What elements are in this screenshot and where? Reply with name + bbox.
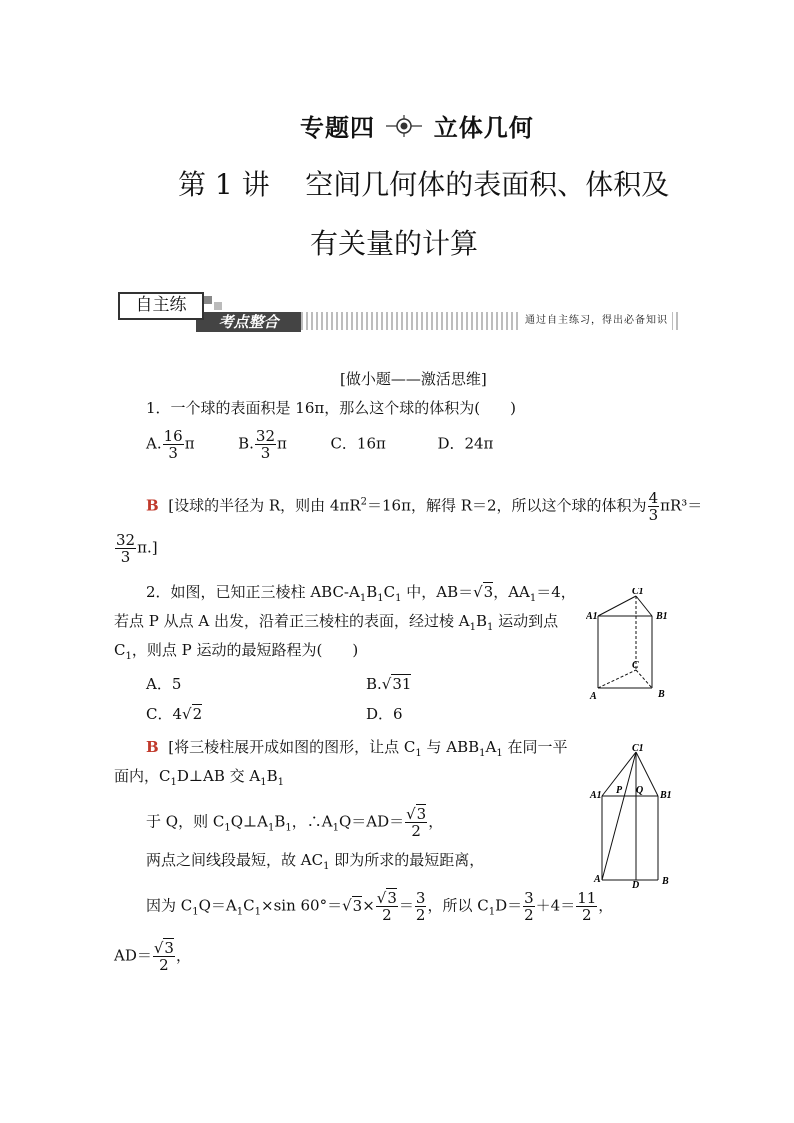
frac-num: √3: [376, 889, 397, 907]
frac-num: 3: [524, 889, 534, 907]
q2-sol-text: D＝: [495, 896, 523, 915]
q1-option-b-label: B.: [238, 434, 254, 453]
q1-solution-sup: 2: [360, 496, 367, 508]
q2-option-c-label: C．4: [146, 705, 183, 723]
banner-decor-square: [214, 302, 222, 310]
q2-text: B: [366, 583, 378, 601]
q2-sub: 1: [479, 748, 486, 759]
fig1-label: B1: [656, 611, 668, 622]
q1-answer: B: [146, 496, 159, 515]
q1-option-a-tail: π: [184, 434, 195, 453]
q2-sol-text: D⊥AB 交 A: [176, 767, 261, 785]
q2-sub: 1: [332, 822, 339, 834]
section-banner: [118, 292, 678, 334]
frac-den: 2: [415, 906, 426, 924]
q2-sol-text: [将三棱柱展开成如图的图形，让点 C: [168, 738, 416, 756]
q2-sol-text: B: [274, 812, 286, 831]
q1-solution-fraction2: [115, 532, 136, 565]
q2-sol-text: ，所以 C: [427, 896, 489, 915]
fig2-label: A: [594, 874, 601, 885]
topic-title: [300, 108, 534, 144]
three-halves: [523, 890, 535, 923]
q1-solution-fraction: [648, 490, 660, 523]
banner-dark-label: 考点整合: [196, 312, 301, 332]
q2-sol-text: 即为所求的最短距离，: [329, 851, 485, 869]
section-heading: [做小题——激活思维]: [340, 370, 487, 388]
q2-sub: 1: [170, 777, 177, 788]
q2-sub: 1: [323, 861, 330, 872]
q2-option-c-sqrt: 2: [192, 705, 203, 723]
sqrt-value: 3: [352, 896, 363, 915]
fig2-label: Q: [636, 785, 644, 796]
q2-sub: 1: [415, 748, 422, 759]
q2-sol-text: 面内，C: [114, 767, 171, 785]
banner-note: 通过自主练习，得出必备知识: [521, 312, 672, 330]
q1-solution-part3: πR³＝: [660, 496, 703, 515]
q1-solution2-tail: π.]: [137, 538, 158, 557]
q2-solution-line4: [146, 850, 484, 877]
q2-sub: 1: [125, 651, 132, 662]
q2-sol-text: ，: [428, 812, 444, 831]
q2-text: ，AA: [493, 583, 530, 601]
fig2-label: A1: [590, 790, 602, 801]
q1-solution2-num: 32: [116, 531, 136, 549]
q2-sub: 1: [359, 593, 367, 604]
sqrt-value: 3: [416, 805, 427, 823]
q2-sub: 1: [395, 593, 402, 604]
q2-text: ＝4，: [536, 583, 576, 601]
q2-stem-line2: [114, 611, 558, 638]
sqrt3-over-2: [376, 890, 398, 923]
q2-sol-text: 于 Q，则 C: [146, 812, 225, 831]
lecture-title: [178, 163, 669, 203]
q1-stem: 1．一个球的表面积是 16π，那么这个球的体积为( ): [146, 399, 516, 417]
q1-solution2-den: 3: [120, 548, 131, 566]
lecture-number: 第 1 讲: [178, 168, 270, 201]
q1-solution-line2: [114, 532, 158, 565]
q1-solution-frac-num: 4: [648, 489, 659, 507]
q2-solution-line1: [146, 737, 568, 764]
q2-option-c: C．4√2: [146, 705, 203, 723]
q1-option-a-num: 16: [163, 427, 183, 445]
q2-sol-text: 两点之间线段最短，故 AC: [146, 851, 324, 869]
q2-sub: 1: [488, 906, 496, 918]
q1-option-a-fraction: [163, 428, 184, 461]
q2-text: C: [114, 641, 126, 659]
fig1-label: A1: [586, 611, 598, 622]
q2-sub: 1: [529, 593, 537, 604]
frac-den: 2: [159, 956, 169, 974]
q2-sol-text: ＝: [398, 896, 414, 915]
q2-option-a: A．5: [146, 675, 182, 693]
q1-solution-part2: ＝16π，解得 R＝2，所以这个球的体积为: [367, 496, 647, 515]
banner-decor-square: [204, 296, 212, 304]
q2-sol-text: ，: [175, 946, 191, 965]
q2-text: C: [383, 583, 396, 601]
q2-solution-line6: [114, 940, 191, 973]
lecture-title-line1: 空间几何体的表面积、体积及: [305, 168, 670, 201]
fig1-label: B: [658, 689, 665, 700]
frac-num: 3: [415, 889, 426, 907]
q2-solution-line2: [114, 766, 284, 793]
sqrt-value: 3: [164, 939, 174, 957]
topic-name: 立体几何: [433, 114, 534, 142]
q2-sub: 1: [496, 748, 503, 759]
q1-option-b-num: 32: [255, 427, 276, 445]
q1-option-b-den: 3: [260, 444, 271, 462]
q2-sub: 1: [192, 906, 199, 918]
prism-figure: [586, 588, 672, 704]
q2-sol-text: Q＝A: [198, 896, 237, 915]
fig2-label: P: [616, 785, 623, 796]
frac-num: √3: [153, 939, 174, 957]
sqrt3-over-2: [153, 940, 175, 973]
q2-sol-text: Q＝AD＝: [338, 812, 405, 831]
q2-sol-text: ×sin 60°＝: [261, 896, 343, 915]
q1-option-c: C．16π: [330, 434, 386, 453]
q2-sub: 1: [487, 622, 494, 633]
q2-sqrt: 3: [483, 583, 494, 601]
q2-option-b-sqrt: 31: [392, 675, 412, 693]
q2-text: ，则点 P 运动的最短路程为( ): [131, 641, 359, 659]
q2-sol-text: C: [243, 896, 255, 915]
topic-label: 专题四: [300, 114, 375, 142]
lecture-title-line2: 有关量的计算: [310, 227, 479, 260]
three-halves: [415, 890, 427, 923]
banner-box-label: 自主练: [118, 292, 204, 320]
q1-option-b-tail: π: [277, 434, 287, 453]
q2-option-d: D．6: [366, 705, 403, 723]
q2-sol-text: B: [266, 767, 278, 785]
q2-sol-text: ，: [598, 896, 614, 915]
q2-text: 中，AB＝: [401, 583, 474, 601]
q2-solution-line5: 因为 $C_1Q=A_1C_1\times\sin$ 60°＝√3× $\frac{√3}{2}$ ＝ $\frac{3}{2}$ ，所以 $C_1D=$ $\frac{3}{2}$ ＋4＝ $\frac{11}{2}$ ，: [146, 889, 614, 924]
q1-option-a-label: A.: [146, 434, 162, 453]
q2-text: B: [475, 612, 488, 630]
q1-options: [146, 428, 493, 461]
q2-sub: 1: [224, 822, 231, 834]
fig2-label: C1: [632, 743, 644, 754]
fig1-label: C: [632, 660, 639, 671]
q2-sub: 1: [285, 822, 292, 834]
q2-sub: 1: [267, 822, 275, 834]
fig1-label: C1: [632, 588, 644, 597]
q2-stem-line1: 2．如图，已知正三棱柱 ABC-$A_1B_1C_1$ 中，AB＝√3，$AA_1=4$，: [146, 583, 576, 604]
q2-sub: 1: [469, 622, 476, 633]
q2-sol-text: ＋4＝: [535, 896, 576, 915]
fig2-label: B: [662, 876, 669, 887]
q1-solution-frac-den: 3: [648, 506, 659, 524]
unfolded-figure: [588, 742, 678, 888]
q2-text: 若点 P 从点 A 出发，沿着正三棱柱的表面，经过棱 A: [114, 612, 470, 630]
frac-den: 2: [524, 906, 534, 924]
q2-sol-text: AD＝: [114, 946, 152, 965]
q1-option-a-den: 3: [168, 444, 178, 462]
q2-stem-line3: [114, 640, 358, 667]
q2-option-b-label: B.: [366, 675, 382, 693]
q2-sub: 1: [236, 906, 244, 918]
fig2-label: B1: [660, 790, 672, 801]
frac-num: 11: [577, 889, 597, 907]
sqrt-value: 3: [387, 889, 397, 907]
target-icon: [384, 114, 424, 144]
q2-sub: 1: [260, 777, 267, 788]
q2-sub: 1: [277, 777, 284, 788]
q2-sol-text: 与 ABB: [421, 738, 480, 756]
q2-sub: 1: [254, 906, 261, 918]
q2-sol-text: ×: [362, 896, 375, 915]
fig1-label: A: [590, 691, 597, 702]
q1-solution-line1: [146, 490, 702, 523]
q2-text: 2．如图，已知正三棱柱 ABC-A: [146, 583, 360, 601]
frac-den: 2: [581, 906, 592, 924]
frac-den: 2: [411, 822, 421, 840]
q2-option-b: B.√31: [366, 675, 412, 693]
q1-solution-part1: [设球的半径为 R，则由 4πR: [168, 496, 361, 515]
q2-sol-text: Q⊥A: [230, 812, 268, 831]
frac-den: 2: [382, 906, 392, 924]
fig2-label: D: [632, 880, 640, 888]
q2-sub: 1: [377, 593, 384, 604]
eleven-halves: [576, 890, 597, 923]
q2-sol-text: 因为 C: [146, 896, 193, 915]
q1-option-b-fraction: [255, 428, 276, 461]
q2-solution-line3: [146, 806, 443, 839]
frac-num: √3: [406, 805, 427, 823]
q1-option-d: D．24π: [437, 434, 494, 453]
q2-sol-text: 在同一平: [502, 738, 568, 756]
q2-sol-text: ，∴A: [291, 812, 333, 831]
q2-answer: B: [146, 738, 159, 756]
q2-sol-text: A: [485, 738, 497, 756]
sqrt3-over-2: [405, 806, 427, 839]
q2-text: 运动到点: [493, 612, 559, 630]
